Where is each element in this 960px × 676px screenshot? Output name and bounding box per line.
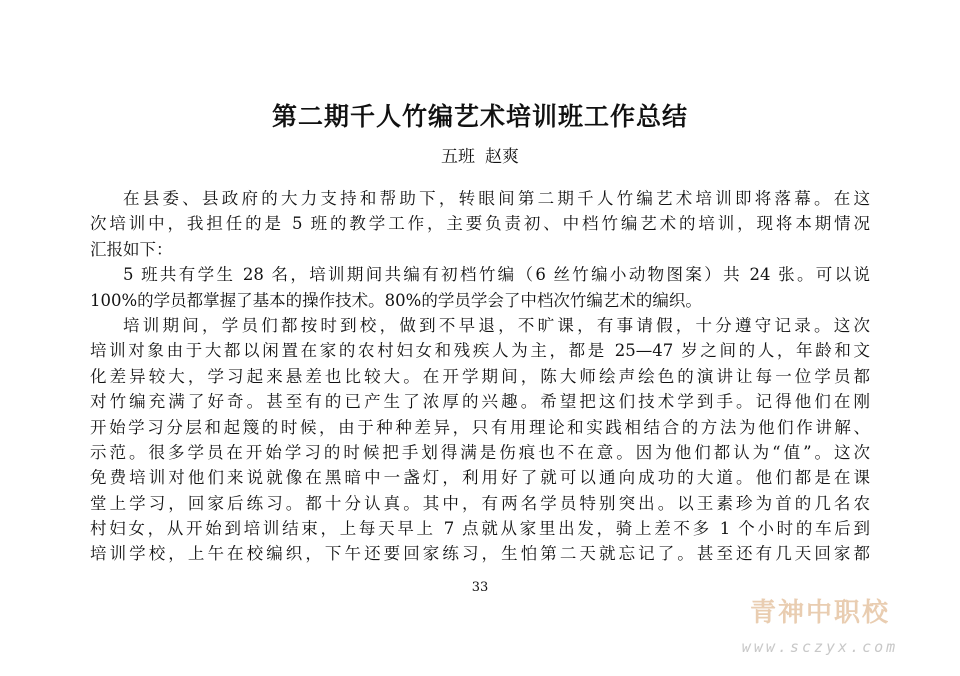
watermark-url: www.sczyx.com xyxy=(741,638,899,656)
document-body xyxy=(90,186,870,567)
author-name: 赵爽 xyxy=(485,147,519,167)
text-line: 培训期间，学员们都按时到校，做到不早退，不旷课，有事请假，十分遵守记录。这次 xyxy=(123,315,870,335)
text-line: 堂上学习，回家后练习。都十分认真。其中，有两名学员特别突出。以王素珍为首的几名农 xyxy=(90,493,870,513)
text-line: 开始学习分层和起篾的时候，由于种种差异，只有用理论和实践相结合的方法为他们作讲解、 xyxy=(90,417,870,437)
text-line: 示范。很多学员在开始学习的时候把手划得满是伤痕也不在意。因为他们都认为“值”。这次 xyxy=(90,442,870,462)
author-class: 五班 xyxy=(441,147,475,167)
document-title: 第二期千人竹编艺术培训班工作总结 xyxy=(271,102,688,131)
watermark xyxy=(720,596,920,658)
text-line: 免费培训对他们来说就像在黑暗中一盏灯，利用好了就可以通向成功的大道。他们都是在课 xyxy=(90,468,870,488)
watermark-logo: 青神中职校 xyxy=(749,598,890,628)
text-line: 对竹编充满了好奇。甚至有的已产生了浓厚的兴趣。希望把这们技术学到手。记得他们在刚 xyxy=(90,392,870,412)
text-line: 培训学校，上午在校编织，下午还要回家练习，生怕第二天就忘记了。甚至还有几天回家都 xyxy=(90,544,870,564)
text-line: 次培训中，我担任的是 5 班的教学工作，主要负责初、中档竹编艺术的培训，现将本期情况 xyxy=(90,214,870,234)
text-line: 在县委、县政府的大力支持和帮助下，转眼间第二期千人竹编艺术培训即将落幕。在这 xyxy=(123,189,870,208)
page-number: 33 xyxy=(471,580,489,595)
paragraph xyxy=(90,262,870,313)
paragraph xyxy=(90,313,870,567)
text-line: 村妇女，从开始到培训结束，上每天早上 7 点就从家里出发，骑上差不多 1 个小时的车后到 xyxy=(90,519,870,539)
text-line: 培训对象由于大都以闲置在家的农村妇女和残疾人为主，都是 25—47 岁之间的人，年龄和文 xyxy=(90,341,870,361)
text-line: 100%的学员都掌握了基本的操作技术。80%的学员学会了中档次竹编艺术的编织。 xyxy=(90,290,702,310)
text-line: 化差异较大，学习起来悬差也比较大。在开学期间，陈大师绘声绘色的演讲让每一位学员都 xyxy=(90,366,870,386)
text-line: 5 班共有学生 28 名，培训期间共编有初档竹编（6 丝竹编小动物图案）共 24 张。可以说 xyxy=(123,265,870,285)
paragraph xyxy=(90,186,870,262)
text-line: 汇报如下： xyxy=(90,239,173,259)
author-byline xyxy=(0,145,960,169)
